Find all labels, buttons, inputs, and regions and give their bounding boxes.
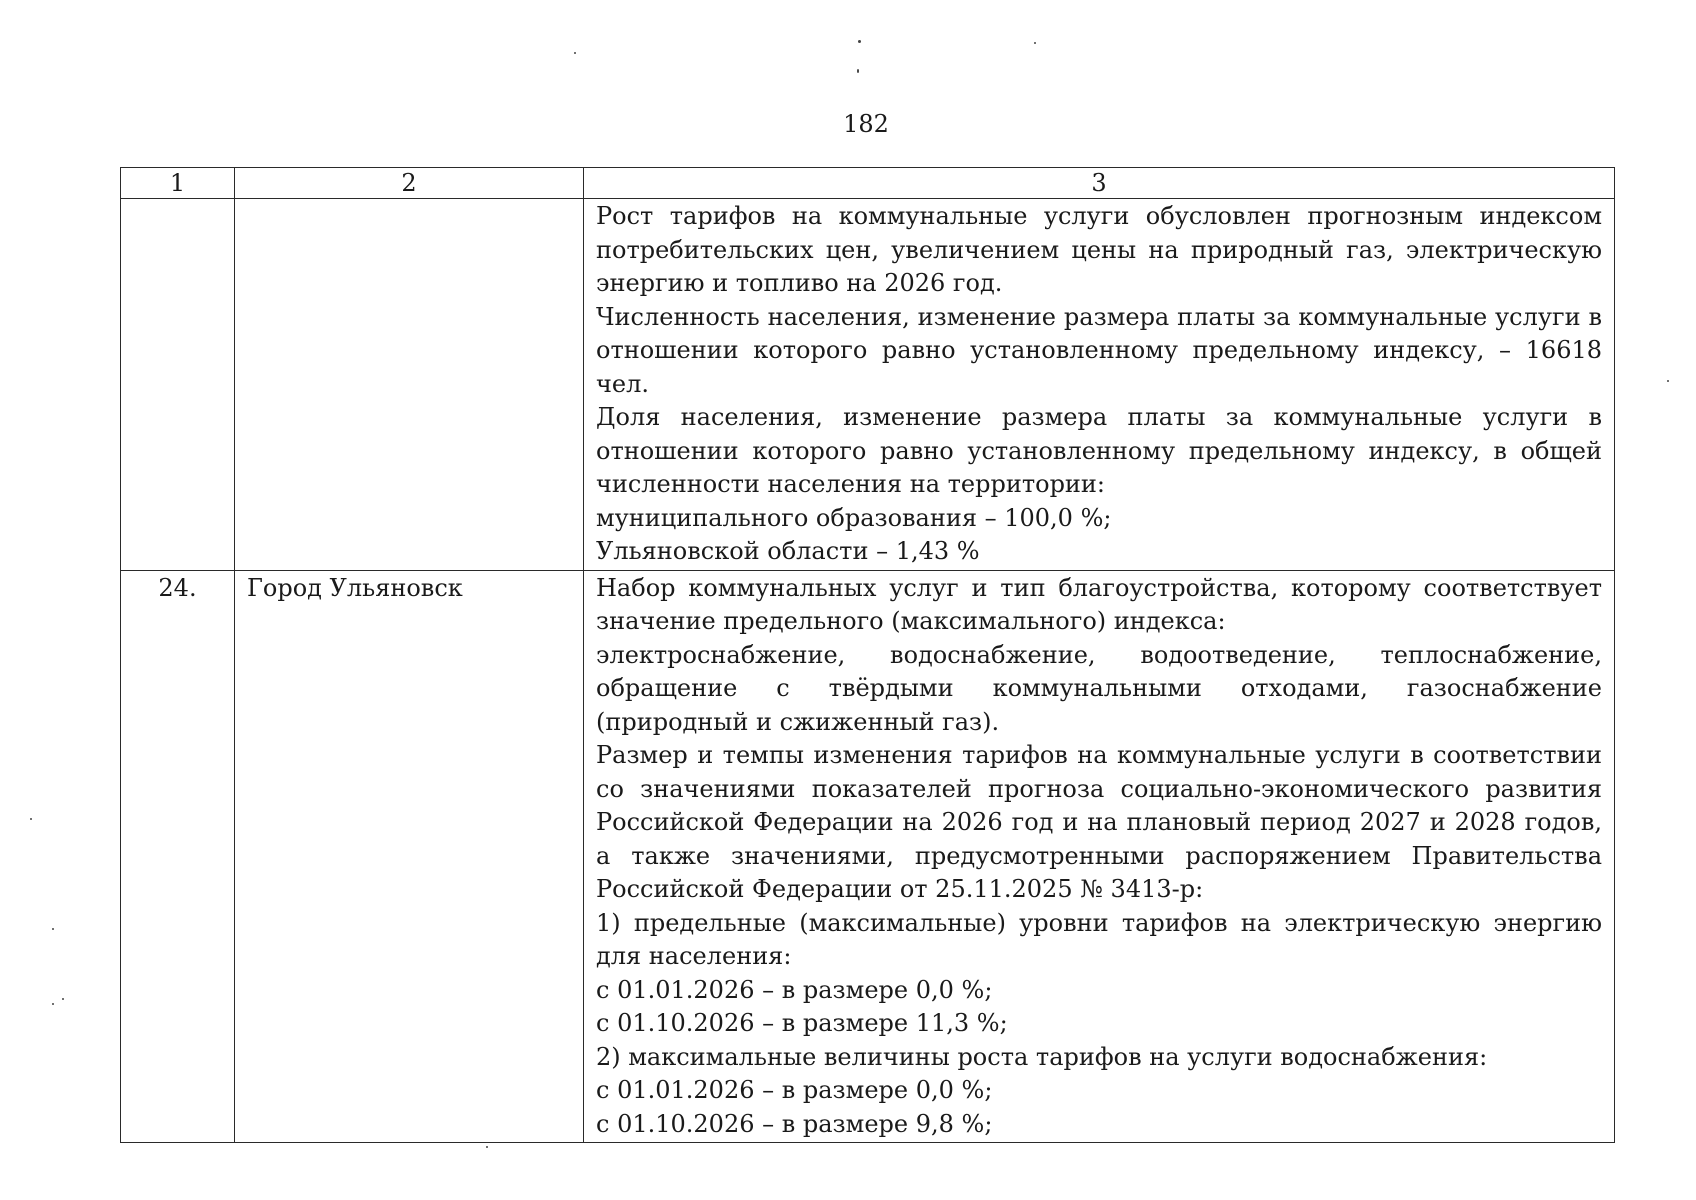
scan-speck bbox=[30, 818, 32, 820]
paragraph: Рост тарифов на коммунальные услуги обусловлен прогнозным индексом потребительских цен, увеличением цены на природный газ, электрическую энергию и топливо на 2026 год. bbox=[596, 202, 1602, 297]
paragraph: Численность населения, изменение размера платы за коммунальные услуги в отношении которого равно установленному предельному индексу, – 16618 чел. bbox=[596, 302, 1602, 398]
table-header-row bbox=[121, 168, 1615, 199]
row-description bbox=[584, 570, 1615, 1143]
paragraph: 1) предельные (максимальные) уровни тарифов на электрическую энергию для населения: bbox=[596, 908, 1602, 970]
scan-speck bbox=[574, 52, 576, 54]
text-line: с 01.01.2026 – в размере 0,0 %; bbox=[596, 1076, 993, 1104]
scan-speck bbox=[486, 1146, 488, 1148]
scan-speck bbox=[52, 1003, 54, 1005]
page-number: 182 bbox=[843, 110, 889, 138]
scan-speck bbox=[858, 40, 861, 43]
document-table bbox=[120, 167, 1615, 1143]
row-number: 24. bbox=[121, 570, 235, 1143]
scan-speck bbox=[52, 928, 54, 930]
text-line: Ульяновской области – 1,43 % bbox=[596, 537, 980, 565]
text-line: муниципального образования – 100,0 %; bbox=[596, 503, 1112, 532]
municipality-name: Город Ульяновск bbox=[235, 570, 584, 1143]
scan-speck bbox=[857, 69, 859, 73]
paragraph: Набор коммунальных услуг и тип благоустройства, которому соответствует значение предельного (максимального) индекса: bbox=[596, 573, 1602, 635]
paragraph: электроснабжение, водоснабжение, водоотведение, теплоснабжение, обращение с твёрдыми коммунальными отходами, газоснабжение (природный и сжиженный газ). bbox=[596, 640, 1602, 736]
text-line: с 01.01.2026 – в размере 0,0 %; bbox=[596, 975, 993, 1004]
scan-speck bbox=[1667, 380, 1669, 382]
row-description bbox=[584, 199, 1615, 571]
table-row bbox=[121, 570, 1615, 1143]
paragraph: Доля населения, изменение размера платы за коммунальные услуги в отношении которого равно установленному предельному индексу, в общей численности населения на территории: bbox=[596, 403, 1602, 498]
text-line: с 01.10.2026 – в размере 11,3 %; bbox=[596, 1009, 1008, 1037]
column-header: 3 bbox=[584, 168, 1615, 199]
scan-speck bbox=[1034, 42, 1036, 44]
municipality-name bbox=[235, 199, 584, 571]
text-line: с 01.10.2026 – в размере 9,8 %; bbox=[596, 1109, 993, 1138]
table-row bbox=[121, 199, 1615, 571]
scan-speck bbox=[62, 998, 64, 1000]
paragraph: Размер и темпы изменения тарифов на коммунальные услуги в соответствии со значениями показателей прогноза социально-экономического развития Российской Федерации на 2026 год и на плановый период 2027 и 2028 годов, а также значениями, предусмотренными распоряжением Правительства Российской Федерации от 25.11.2025 № 3413-р: bbox=[596, 741, 1602, 903]
text-line: 2) максимальные величины роста тарифов на услуги водоснабжения: bbox=[596, 1042, 1488, 1071]
column-header: 2 bbox=[235, 168, 584, 199]
column-header: 1 bbox=[121, 168, 235, 199]
row-number bbox=[121, 199, 235, 571]
